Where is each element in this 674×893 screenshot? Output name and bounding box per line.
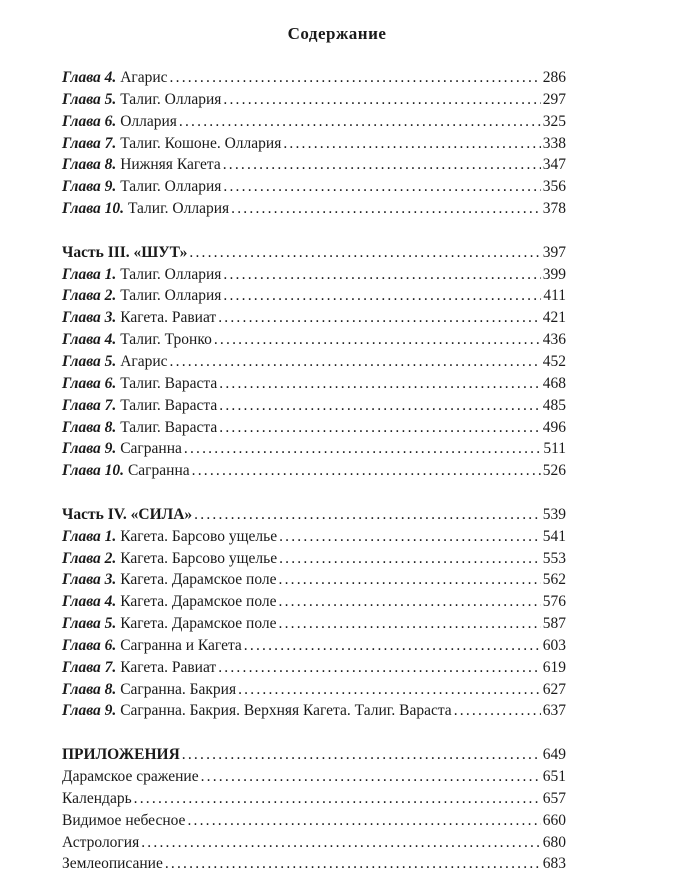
toc-chapter-number: Глава 2.	[62, 287, 117, 305]
toc-page-number: 576	[542, 593, 566, 611]
toc-chapter-number: Глава 7.	[62, 396, 117, 414]
toc-entry[interactable]	[62, 351, 566, 373]
toc-chapter-number: Глава 4.	[62, 331, 117, 349]
toc-page-number: 399	[542, 265, 566, 283]
toc-entry-title: Талиг. Оллария	[120, 265, 222, 283]
toc-page-number: 468	[542, 374, 566, 392]
toc-page-number: 325	[542, 112, 566, 130]
toc-part-heading[interactable]	[62, 504, 566, 526]
toc-leader-dots	[219, 373, 541, 395]
section-gap	[62, 220, 566, 242]
toc-leader-dots	[201, 766, 541, 788]
toc-page-number: 397	[542, 243, 566, 261]
toc-entry[interactable]	[62, 111, 566, 133]
toc-entry[interactable]	[62, 395, 566, 417]
toc-part-heading[interactable]	[62, 744, 566, 766]
toc-page-number: 297	[542, 90, 566, 108]
toc-chapter-number: Глава 4.	[62, 69, 117, 86]
toc-page-number: 511	[543, 440, 566, 458]
toc-page-number: 436	[542, 331, 566, 349]
toc-entry-title: Агарис	[120, 352, 168, 370]
toc-chapter-number: Глава 8.	[62, 418, 117, 436]
toc-leader-dots	[223, 264, 540, 286]
toc-leader-dots	[223, 154, 541, 176]
toc-entry-title: Талиг. Вараста	[120, 374, 218, 392]
toc-page-number: 286	[542, 69, 566, 86]
toc-page-number: 347	[542, 156, 566, 174]
toc-entry-title: Кагета. Равиат	[120, 309, 217, 327]
toc-page-number: 562	[542, 571, 566, 589]
toc-chapter-number: Глава 8.	[62, 156, 117, 174]
toc-leader-dots	[170, 351, 541, 373]
toc-leader-dots	[165, 853, 541, 875]
toc-chapter-number: Глава 5.	[62, 90, 117, 108]
toc-entry-title: Сагранна	[127, 462, 190, 480]
toc-leader-dots	[279, 591, 541, 613]
toc-page-number: 411	[543, 287, 566, 305]
toc-page-number: 378	[542, 200, 566, 218]
toc-entry-title: Сагранна	[120, 440, 182, 458]
toc-entry-title: Кагета. Барсово ущелье	[120, 527, 278, 545]
toc-leader-dots	[218, 307, 541, 329]
toc-entry[interactable]	[62, 264, 566, 286]
toc-leader-dots	[187, 810, 540, 832]
toc-leader-dots	[141, 832, 541, 854]
toc-part-title: Часть IV. «СИЛА»	[62, 505, 193, 523]
toc-page-number: 660	[542, 811, 566, 829]
toc-chapter-number: Глава 9.	[62, 440, 117, 458]
toc-entry[interactable]	[62, 613, 566, 635]
toc-page-number: 421	[542, 309, 566, 327]
toc-leader-dots	[223, 176, 540, 198]
toc-entry-title: Астрология	[62, 833, 140, 851]
toc-entry[interactable]	[62, 133, 566, 155]
section-gap	[62, 482, 566, 504]
toc-entry-title: Календарь	[62, 789, 132, 807]
toc-leader-dots	[238, 679, 541, 701]
toc-chapter-number: Глава 6.	[62, 374, 117, 392]
toc-page-number: 637	[542, 702, 566, 720]
toc-leader-dots	[223, 89, 540, 111]
toc-entry-title: Кагета. Дарамское поле	[120, 571, 277, 589]
toc-entry-title: Сагранна. Бакрия. Верхняя Кагета. Талиг. Вараста	[120, 702, 452, 720]
toc-leader-dots	[184, 438, 541, 460]
toc-entry-title: Агарис	[120, 69, 168, 86]
toc-entry[interactable]	[62, 460, 566, 482]
toc-chapter-number: Глава 5.	[62, 352, 117, 370]
toc-entry-title: Талиг. Вараста	[120, 396, 218, 414]
toc-page-number: 649	[542, 746, 566, 764]
toc-entry-title: Кагета. Барсово ущелье	[120, 549, 278, 567]
toc-chapter-number: Глава 1.	[62, 265, 117, 283]
toc-entry-title: Талиг. Оллария	[120, 90, 222, 108]
toc-entry[interactable]	[62, 526, 566, 548]
toc-entry[interactable]	[62, 548, 566, 570]
toc-page-number: 496	[542, 418, 566, 436]
toc-page-number: 553	[542, 549, 566, 567]
toc-entry[interactable]	[62, 853, 566, 875]
toc-entry-title: Кагета. Дарамское поле	[120, 593, 277, 611]
toc-page-number: 526	[542, 462, 566, 480]
toc-entry[interactable]	[62, 89, 566, 111]
toc-entry[interactable]	[62, 700, 566, 722]
toc-entry[interactable]	[62, 307, 566, 329]
toc-leader-dots	[244, 635, 541, 657]
toc-entry[interactable]	[62, 591, 566, 613]
toc-entry-title: Сагранна и Кагета	[120, 636, 242, 654]
toc-chapter-number: Глава 9.	[62, 178, 117, 196]
toc-chapter-number: Глава 5.	[62, 615, 117, 633]
toc-entry[interactable]	[62, 67, 566, 89]
toc-leader-dots	[219, 395, 541, 417]
toc-entry[interactable]	[62, 810, 566, 832]
toc-entry[interactable]	[62, 176, 566, 198]
toc-leader-dots	[214, 329, 541, 351]
toc-page-number: 587	[542, 615, 566, 633]
toc-part-heading[interactable]	[62, 242, 566, 264]
toc-entry[interactable]	[62, 438, 566, 460]
toc-entry-title: Оллария	[120, 112, 177, 130]
toc-page-number: 627	[542, 680, 566, 698]
toc-entry-title: Видимое небесное	[62, 811, 186, 829]
toc-leader-dots	[454, 700, 541, 722]
toc-entry-title: Землеописание	[62, 855, 163, 873]
toc-page-number: 651	[542, 768, 566, 785]
toc-entry[interactable]	[62, 285, 566, 307]
toc-chapter-number: Глава 10.	[62, 200, 125, 218]
toc-entry-title: Дарамское сражение	[62, 768, 199, 785]
toc-entry-title: Сагранна. Бакрия	[120, 680, 237, 698]
toc-chapter-number: Глава 3.	[62, 571, 117, 589]
toc-leader-dots	[279, 526, 541, 548]
toc-leader-dots	[218, 657, 541, 679]
toc-entry-title: Талиг. Оллария	[127, 200, 230, 218]
toc-chapter-number: Глава 4.	[62, 593, 117, 611]
table-of-contents	[62, 67, 566, 875]
toc-entry[interactable]	[62, 788, 566, 810]
toc-leader-dots	[170, 67, 541, 89]
toc-entry[interactable]	[62, 766, 566, 788]
toc-entry-title: Талиг. Кошоне. Оллария	[120, 134, 282, 152]
toc-chapter-number: Глава 10.	[62, 462, 125, 480]
toc-leader-dots	[279, 548, 541, 570]
toc-entry-title: Нижняя Кагета	[120, 156, 221, 174]
toc-part-title: Часть III. «ШУТ»	[62, 243, 188, 261]
section-gap	[62, 722, 566, 744]
toc-leader-dots	[134, 788, 541, 810]
toc-entry[interactable]	[62, 154, 566, 176]
toc-entry-title: Талиг. Вараста	[120, 418, 218, 436]
toc-entry[interactable]	[62, 329, 566, 351]
toc-page-number: 680	[542, 833, 566, 851]
toc-entry-title: Талиг. Оллария	[120, 178, 222, 196]
toc-entry[interactable]	[62, 373, 566, 395]
toc-chapter-number: Глава 8.	[62, 680, 117, 698]
toc-page-number: 539	[542, 505, 566, 523]
toc-chapter-number: Глава 1.	[62, 527, 117, 545]
toc-page-number: 683	[542, 855, 566, 873]
toc-leader-dots	[219, 417, 541, 439]
toc-leader-dots	[194, 504, 541, 526]
toc-entry-title: Кагета. Равиат	[120, 658, 217, 676]
toc-chapter-number: Глава 9.	[62, 702, 117, 720]
toc-leader-dots	[223, 285, 541, 307]
toc-page-number: 485	[542, 396, 566, 414]
toc-entry[interactable]	[62, 657, 566, 679]
toc-part-title: ПРИЛОЖЕНИЯ	[62, 746, 180, 764]
toc-entry[interactable]	[62, 832, 566, 854]
toc-page-number: 657	[542, 789, 566, 807]
toc-leader-dots	[179, 111, 541, 133]
toc-leader-dots	[279, 613, 541, 635]
toc-entry-title: Талиг. Оллария	[120, 287, 222, 305]
toc-entry[interactable]	[62, 198, 566, 220]
toc-chapter-number: Глава 2.	[62, 549, 117, 567]
toc-page-number: 619	[542, 658, 566, 676]
toc-leader-dots	[231, 198, 541, 220]
toc-page-number: 603	[542, 636, 566, 654]
toc-entry[interactable]	[62, 569, 566, 591]
toc-leader-dots	[192, 460, 541, 482]
page-title: Содержание	[287, 24, 387, 43]
toc-leader-dots	[182, 744, 541, 766]
toc-entry-title: Кагета. Дарамское поле	[120, 615, 277, 633]
toc-chapter-number: Глава 3.	[62, 309, 117, 327]
toc-page-number: 338	[542, 134, 566, 152]
toc-leader-dots	[283, 133, 540, 155]
toc-chapter-number: Глава 6.	[62, 636, 117, 654]
toc-leader-dots	[279, 569, 541, 591]
toc-chapter-number: Глава 6.	[62, 112, 117, 130]
toc-leader-dots	[189, 242, 540, 264]
toc-page-number: 541	[542, 527, 566, 545]
toc-entry[interactable]	[62, 417, 566, 439]
toc-chapter-number: Глава 7.	[62, 658, 117, 676]
toc-entry[interactable]	[62, 679, 566, 701]
toc-entry[interactable]	[62, 635, 566, 657]
toc-chapter-number: Глава 7.	[62, 134, 117, 152]
toc-entry-title: Талиг. Тронко	[120, 331, 212, 349]
toc-page-number: 356	[542, 178, 566, 196]
toc-page-number: 452	[542, 352, 566, 370]
